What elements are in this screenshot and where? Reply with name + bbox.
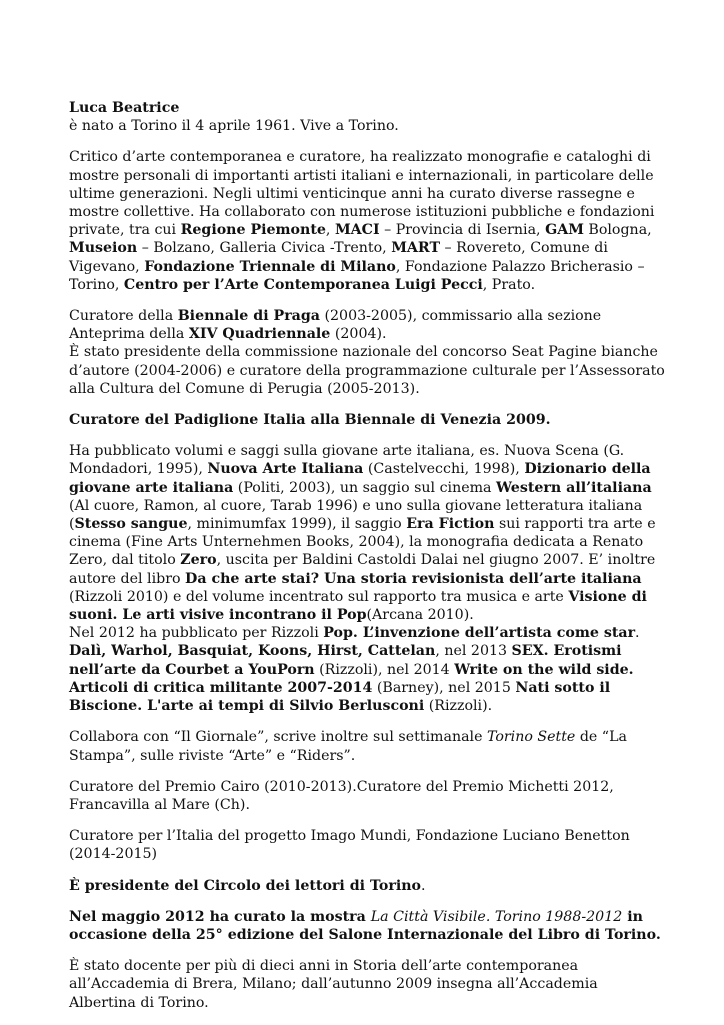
imago-mundi-paragraph: Curatore per l’Italia del progetto Imago Mundi, Fondazione Luciano Benetton (2014-2015) [69, 828, 630, 863]
circolo-lettori-paragraph: È presidente del Circolo dei lettori di Torino. [69, 877, 426, 894]
header-paragraph [69, 99, 669, 135]
collaborations-paragraph: Collabora con “Il Giornale”, scrive inoltre sul settimanale Torino Sette de “La Stampa”, sulle riviste “Arte” e “Riders”. [69, 729, 627, 764]
premi-paragraph: Curatore del Premio Cairo (2010-2013).Curatore del Premio Michetti 2012, Francavilla al Mare (Ch). [69, 778, 614, 813]
publications-paragraph: Ha pubblicato volumi e saggi sulla giovane arte italiana, es. Nuova Scena (G. Mondadori, 1995), Nuova Arte Italiana (Castelvecchi, 1998), Dizionario della giovane arte italiana (Politi, 2003), un saggio sul cinema Western all’italiana (Al cuore, Ramon, al cuore, Tarab 1996) e uno sulla giovane letteratura italiana (Stesso sangue, minimumfax 1999), il saggio Era Fiction sui rapporti tra arte e cinema (Fine Arts Unternehmen Books, 2004), la monografia dedicata a Renato Zero, dal titolo Zero, uscita per Baldini Castoldi Dalai nel giugno 2007. E’ inoltre autore del libro Da che arte stai? Una storia revisionista dell’arte italiana (Rizzoli 2010) e del volume incentrato sul rapporto tra musica e arte Visione di suoni. Le arti visive incontrano il Pop(Arcana 2010). Nel 2012 ha pubblicato per Rizzoli Pop. L’invenzione dell’artista come star. Dalì, Warhol, Basquiat, Koons, Hirst, Cattelan, nel 2013 SEX. Erotismi nell’arte da Courbet a YouPorn (Rizzoli), nel 2014 Write on the wild side. Articoli di critica militante 2007-2014 (Barney), nel 2015 Nati sotto il Biscione. L'arte ai tempi di Silvio Berlusconi (Rizzoli). [69, 443, 656, 715]
biennale-praga-paragraph: Curatore della Biennale di Praga (2003-2005), commissario alla sezione Anteprima della XIV Quadriennale (2004). È stato presidente della commissione nazionale del concorso Seat Pagine bianche d’autore (2004-2006) e curatore della programmazione culturale per l’Assessorato alla Cultura del Comune di Perugia (2005-2013). [69, 308, 665, 397]
padiglione-italia-paragraph: Curatore del Padiglione Italia alla Biennale di Venezia 2009. [69, 412, 551, 429]
birth-line: è nato a Torino il 4 aprile 1961. Vive a Torino. [69, 118, 399, 135]
author-name: Luca Beatrice [69, 100, 180, 116]
teaching-paragraph: È stato docente per più di dieci anni in Storia dell’arte contemporanea all’Accademia di Brera, Milano; dall’autunno 2009 insegna all’Accademia Albertina di Torino. [69, 958, 598, 1011]
document-page [69, 99, 669, 1025]
citta-visibile-paragraph: Nel maggio 2012 ha curato la mostra La Città Visibile. Torino 1988-2012 in occasione della 25° edizione del Salone Internazionale del Libro di Torino. [69, 908, 661, 943]
career-paragraph: Critico d’arte contemporanea e curatore, ha realizzato monografie e cataloghi di mostre personali di importanti artisti italiani e internazionali, in particolare delle ultime generazioni. Negli ultimi venticinque anni ha curato diverse rassegne e mostre collettive. Ha collaborato con numerose istituzioni pubbliche e fondazioni private, tra cui Regione Piemonte, MACI – Provincia di Isernia, GAM Bologna, Museion – Bolzano, Galleria Civica -Trento, MART – Rovereto, Comune di Vigevano, Fondazione Triennale di Milano, Fondazione Palazzo Bricherasio – Torino, Centro per l’Arte Contemporanea Luigi Pecci, Prato. [69, 149, 655, 293]
